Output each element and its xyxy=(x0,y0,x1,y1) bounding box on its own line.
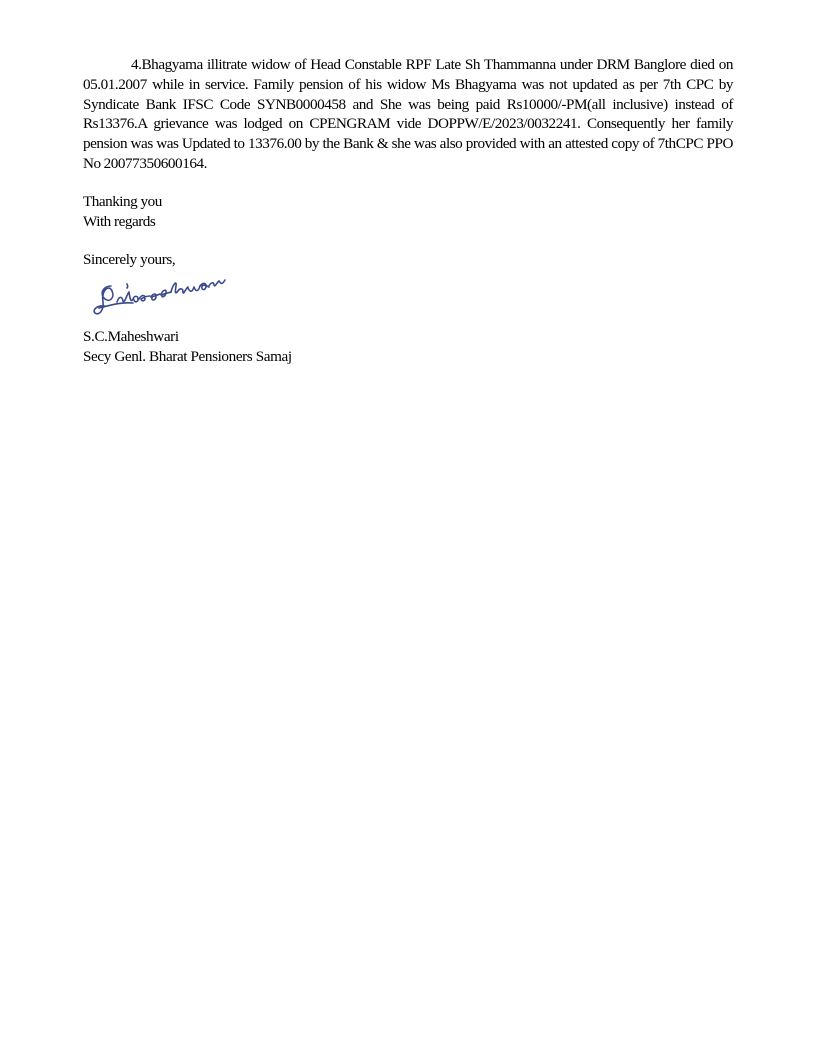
handwritten-signature xyxy=(91,272,251,322)
letter-page xyxy=(83,55,733,367)
thanking-line: Thanking you xyxy=(83,192,162,210)
closing-block xyxy=(83,192,733,232)
signer-title: Secy Genl. Bharat Pensioners Samaj xyxy=(83,347,292,365)
signer-block xyxy=(83,327,733,367)
sincerely-line: Sincerely yours, xyxy=(83,251,176,269)
grievance-paragraph: 4.Bhagyama illitrate widow of Head Constable RPF Late Sh Thammanna under DRM Banglore died on 05.01.2007 while in service. Family pension of his widow Ms Bhagyama was not updated as per 7th CPC by Syndicate Bank IFSC Code SYNB0000458 and She was being paid Rs10000/-PM(all inclusive) instead of Rs13376.A grievance was lodged on CPENGRAM vide DOPPW/E/2023/0032241. Consequently her family pension was was Updated to 13376.00 by the Bank & she was also provided with an attested copy of 7thCPC PPO No 20077350600164. xyxy=(83,56,733,172)
regards-line: With regards xyxy=(83,212,156,230)
signer-name: S.C.Maheshwari xyxy=(83,328,179,346)
